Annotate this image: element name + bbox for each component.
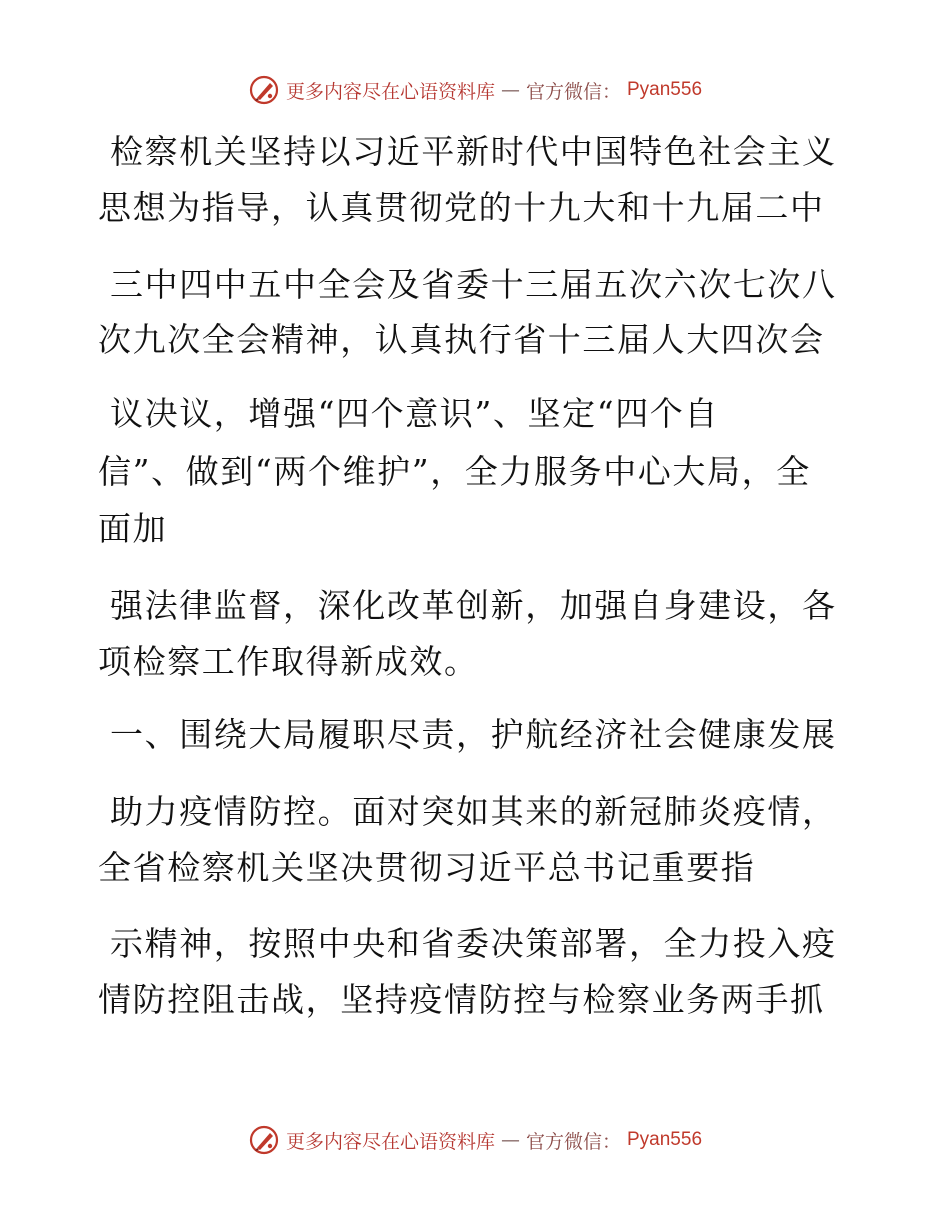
body-line: 信”、做到“两个维护”，全力服务中心大局，全 — [98, 452, 811, 491]
quill-logo-icon — [248, 74, 280, 106]
quill-logo-icon — [248, 1124, 280, 1156]
footer-banner-content — [248, 1124, 702, 1156]
footer-official-label: 官方微信： — [525, 1130, 621, 1153]
body-line: 全省检察机关坚决贯彻习近平总书记重要指 — [98, 848, 756, 887]
header-account-id: Pyan556 — [627, 79, 703, 100]
body-line: 项检察工作取得新成效。 — [98, 642, 479, 681]
body-line: 助力疫情防控。面对突如其来的新冠肺炎疫情， — [110, 792, 837, 831]
footer-dash: — — [500, 1129, 520, 1151]
footer-site-text: 更多内容尽在心语资料库 — [285, 1130, 495, 1153]
footer-banner — [0, 1120, 950, 1160]
header-banner-content — [248, 74, 702, 106]
body-line: 三中四中五中全会及省委十三届五次六次七次八 — [110, 265, 837, 304]
body-line: 思想为指导，认真贯彻党的十九大和十九届二中 — [98, 188, 825, 227]
header-dash: — — [500, 79, 520, 101]
body-line: 次九次全会精神，认真执行省十三届人大四次会 — [98, 320, 825, 359]
header-site-text: 更多内容尽在心语资料库 — [285, 80, 495, 103]
body-line: 面加 — [98, 509, 168, 548]
section-heading: 一、围绕大局履职尽责，护航经济社会健康发展 — [110, 715, 837, 754]
body-line: 议决议，增强“四个意识”、坚定“四个自 — [110, 394, 720, 433]
header-banner — [0, 70, 950, 110]
body-line: 强法律监督，深化改革创新，加强自身建设，各 — [110, 586, 837, 625]
body-line: 检察机关坚持以习近平新时代中国特色社会主义 — [110, 132, 837, 171]
footer-account-id: Pyan556 — [627, 1129, 703, 1150]
header-official-label: 官方微信： — [525, 80, 621, 103]
body-line: 情防控阻击战，坚持疫情防控与检察业务两手抓 — [98, 980, 825, 1019]
body-line: 示精神，按照中央和省委决策部署，全力投入疫 — [110, 924, 837, 963]
